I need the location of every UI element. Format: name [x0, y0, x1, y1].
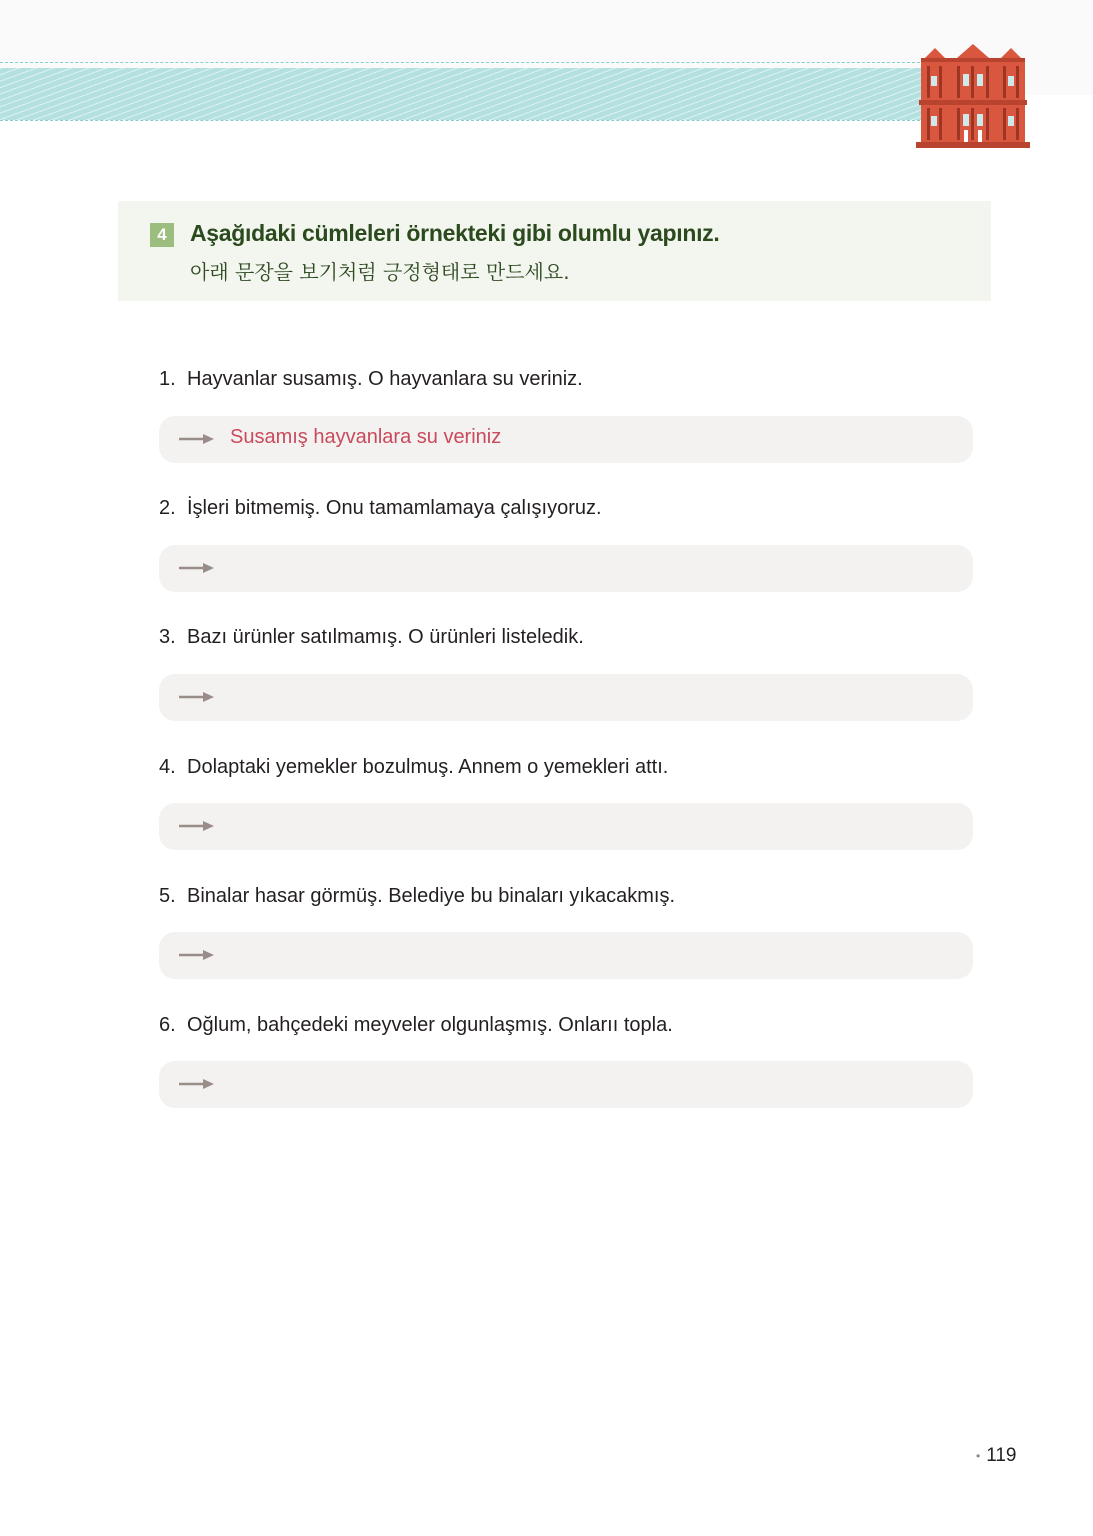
- question-text: Hayvanlar susamış. O hayvanlara su veriniz.: [187, 368, 583, 390]
- question-6: [159, 1014, 673, 1037]
- answer-field-3[interactable]: [159, 674, 973, 721]
- answer-field-1[interactable]: [159, 416, 973, 463]
- answer-field-6[interactable]: [159, 1061, 973, 1108]
- question-2: [159, 497, 602, 520]
- question-number: 2.: [159, 497, 176, 519]
- question-number: 3.: [159, 626, 176, 648]
- building-facade-icon: [913, 40, 1033, 152]
- answer-field-2[interactable]: [159, 545, 973, 592]
- arrow-right-icon: [179, 949, 215, 961]
- exercise-title: Aşağıdaki cümleleri örnekteki gibi olumlu yapınız.: [190, 220, 720, 246]
- exercise-header: [118, 201, 991, 301]
- page-number-value: 119: [986, 1445, 1017, 1466]
- question-number: 1.: [159, 368, 176, 390]
- arrow-right-icon: [179, 1078, 215, 1090]
- question-4: [159, 756, 668, 779]
- arrow-right-icon: [179, 691, 215, 703]
- question-text: Bazı ürünler satılmamış. O ürünleri listeledik.: [187, 626, 584, 648]
- question-text: Binalar hasar görmüş. Belediye bu binaları yıkacakmış.: [187, 885, 676, 907]
- question-3: [159, 626, 584, 649]
- answer-field-4[interactable]: [159, 803, 973, 850]
- question-text: İşleri bitmemiş. Onu tamamlamaya çalışıyoruz.: [187, 497, 602, 519]
- question-number: 4.: [159, 756, 176, 778]
- arrow-right-icon: [179, 820, 215, 832]
- exercise-number-badge: 4: [150, 223, 174, 247]
- wave-line-bottom: [0, 120, 925, 121]
- page-dot-icon: •: [976, 1448, 981, 1463]
- question-text: Oğlum, bahçedeki meyveler olgunlaşmış. Onlarıı topla.: [187, 1014, 673, 1036]
- arrow-right-icon: [179, 562, 215, 574]
- question-number: 5.: [159, 885, 176, 907]
- page-number: [976, 1445, 1017, 1467]
- wave-line-top: [0, 62, 925, 63]
- arrow-right-icon: [179, 433, 215, 445]
- exercise-subtitle: 아래 문장을 보기처럼 긍정형태로 만드세요.: [190, 260, 570, 284]
- answer-field-5[interactable]: [159, 932, 973, 979]
- answer-text: Susamış hayvanlara su veriniz: [230, 426, 502, 448]
- question-text: Dolaptaki yemekler bozulmuş. Annem o yemekleri attı.: [187, 756, 669, 778]
- question-5: [159, 885, 675, 908]
- question-1: [159, 368, 583, 391]
- question-number: 6.: [159, 1014, 176, 1036]
- decorative-wave-band: [0, 68, 925, 120]
